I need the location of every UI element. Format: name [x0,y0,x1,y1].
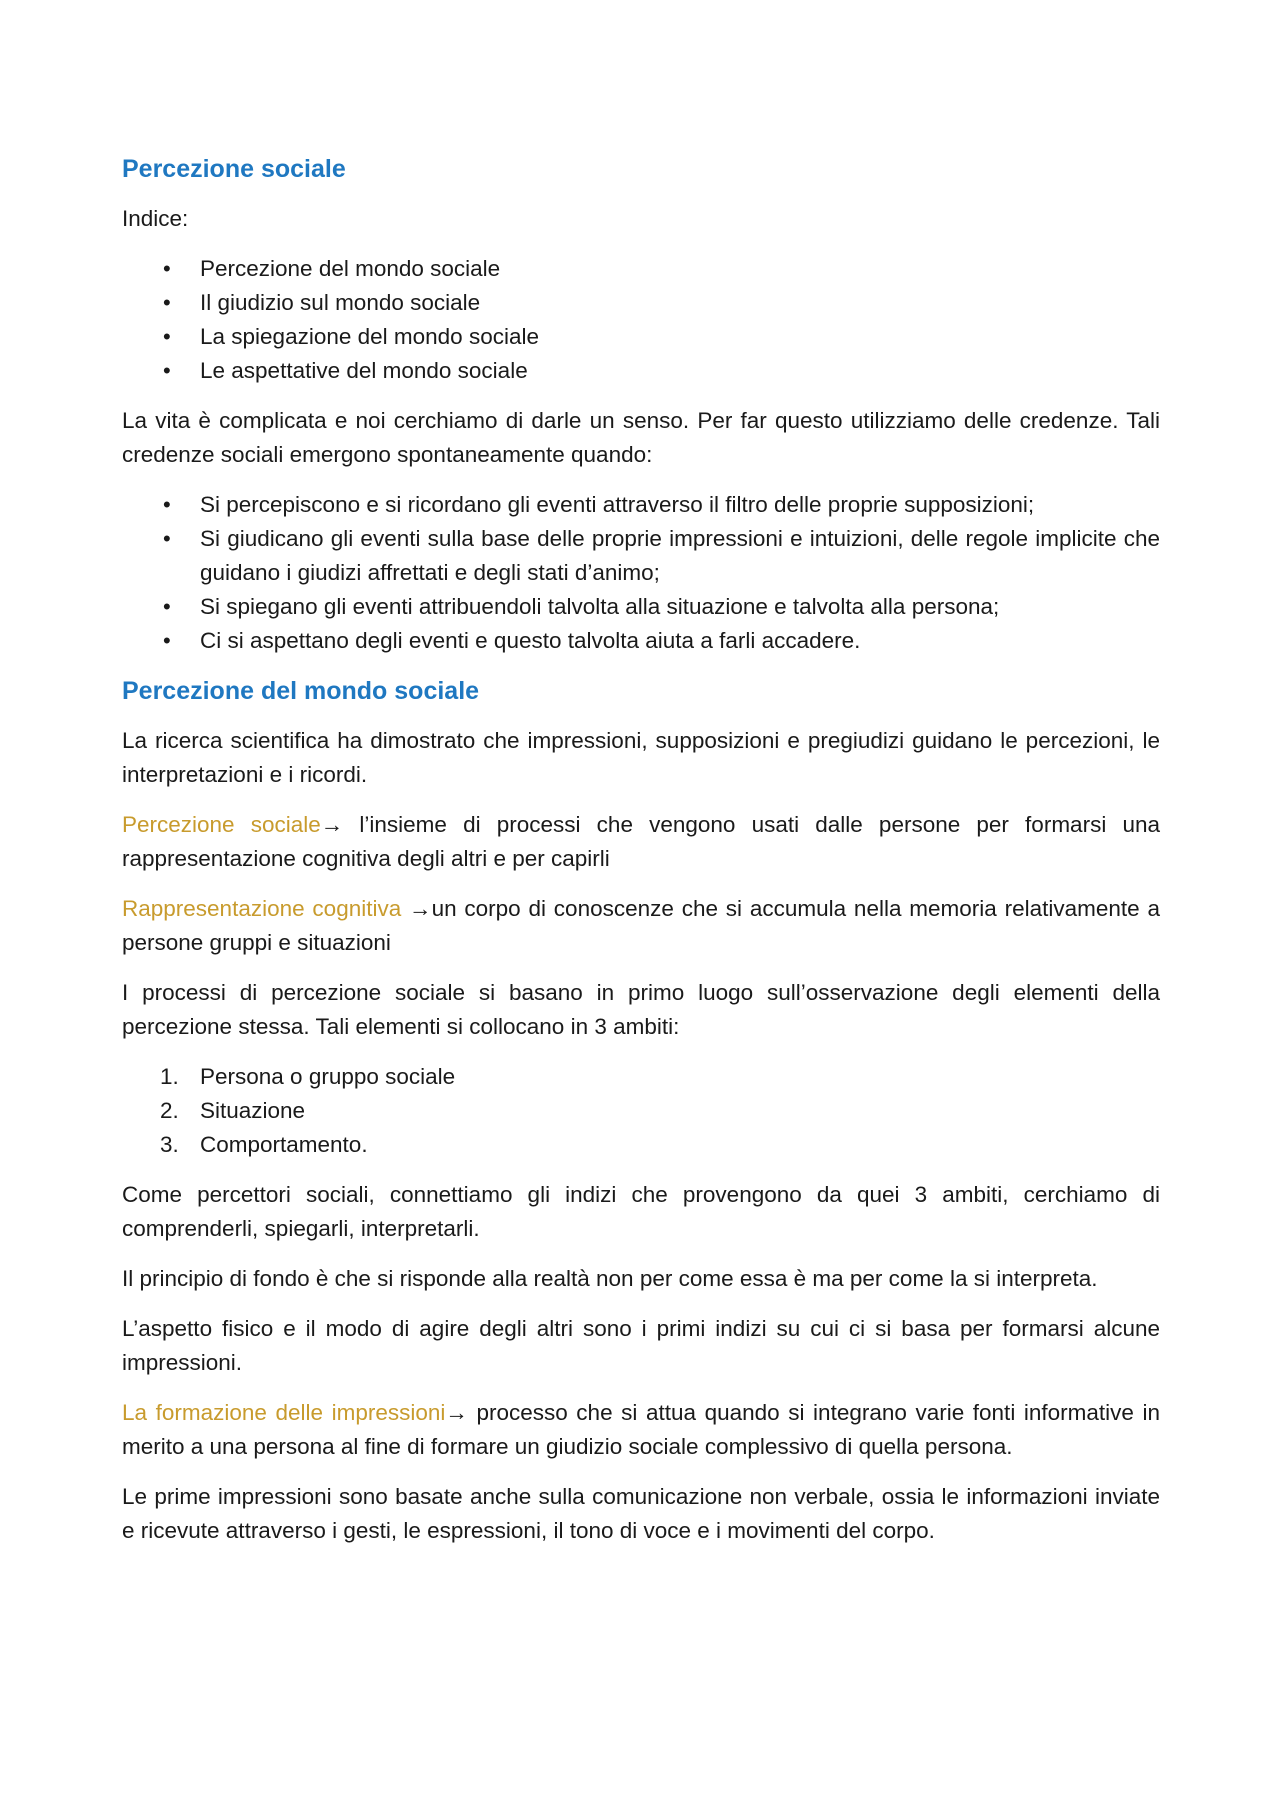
list-number: 3. [160,1132,179,1157]
belief-list [122,488,1160,658]
intro-paragraph: La vita è complicata e noi cerchiamo di darle un senso. Per far questo utilizziamo delle credenze. Tali credenze sociali emergono spontaneamente quando: [122,408,1160,467]
bullet-icon: • [163,358,171,383]
index-item: • La spiegazione del mondo sociale [122,320,1160,354]
arrow-right-icon: → [320,812,344,837]
definition-cognitive-representation [122,892,1160,960]
ambits-list [122,1060,1160,1162]
physical-paragraph: L’aspetto fisico e il modo di agire degli altri sono i primi indizi su cui ci si basa per formarsi alcune impressioni. [122,1316,1160,1375]
bullet-icon: • [163,256,171,281]
bullet-icon: • [163,594,171,619]
index-item: • Percezione del mondo sociale [122,252,1160,286]
bullet-icon: • [163,492,171,517]
belief-item: • Si percepiscono e si ricordano gli eventi attraverso il filtro delle proprie supposizioni; [122,488,1160,522]
ambit-item: 2. Situazione [122,1094,1160,1128]
arrow-right-icon: → [445,1400,468,1425]
list-number: 1. [160,1064,179,1089]
section-heading: Percezione del mondo sociale [122,677,480,705]
page-title: Percezione sociale [122,155,346,183]
principle-paragraph: Il principio di fondo è che si risponde alla realtà non per come essa è ma per come la si interpreta. [122,1266,1098,1291]
definition-social-perception [122,808,1160,876]
bullet-icon: • [163,324,171,349]
document-content [122,152,1160,1548]
index-item: • Il giudizio sul mondo sociale [122,286,1160,320]
bullet-icon: • [163,290,171,315]
term-label: Rappresentazione cognitiva [122,896,402,921]
definition-text: l’insieme di processi che vengono usati dalle persone per formarsi una rappresentazione cognitiva degli altri e per capirli [122,812,1161,871]
perceivers-paragraph: Come percettori sociali, connettiamo gli indizi che provengono da quei 3 ambiti, cerchiamo di comprenderli, spiegarli, interpretarli. [122,1182,1160,1241]
index-list [122,252,1160,388]
processes-paragraph: I processi di percezione sociale si basano in primo luogo sull’osservazione degli elementi della percezione stessa. Tali elementi si collocano in 3 ambiti: [122,980,1160,1039]
term-label: La formazione delle impressioni [122,1400,446,1425]
bullet-icon: • [163,628,171,653]
arrow-right-icon: → [401,896,432,921]
belief-item: • Si giudicano gli eventi sulla base delle proprie impressioni e intuizioni, delle regole implicite che guidano i giudizi affrettati e degli stati d’animo; [122,522,1160,590]
index-item: • Le aspettative del mondo sociale [122,354,1160,388]
ambit-item: 1. Persona o gruppo sociale [122,1060,1160,1094]
belief-item: • Si spiegano gli eventi attribuendoli talvolta alla situazione e talvolta alla persona; [122,590,1160,624]
belief-item: • Ci si aspettano degli eventi e questo talvolta aiuta a farli accadere. [122,624,1160,658]
definition-impression-formation [122,1396,1160,1464]
research-paragraph: La ricerca scientifica ha dimostrato che impressioni, supposizioni e pregiudizi guidano le percezioni, le interpretazioni e i ricordi. [122,728,1160,787]
index-label: Indice: [122,206,189,231]
term-label: Percezione sociale [122,812,321,837]
bullet-icon: • [163,526,171,551]
definition-text: processo che si attua quando si integrano varie fonti informative in merito a una persona al fine di formare un giudizio sociale complessivo di quella persona. [122,1400,1161,1459]
nonverbal-paragraph: Le prime impressioni sono basate anche sulla comunicazione non verbale, ossia le informazioni inviate e ricevute attraverso i gesti, le espressioni, il tono di voce e i movimenti del corpo. [122,1484,1160,1543]
ambit-item: 3. Comportamento. [122,1128,1160,1162]
definition-text: un corpo di conoscenze che si accumula nella memoria relativamente a persone gruppi e situazioni [122,896,1160,955]
list-number: 2. [160,1098,179,1123]
